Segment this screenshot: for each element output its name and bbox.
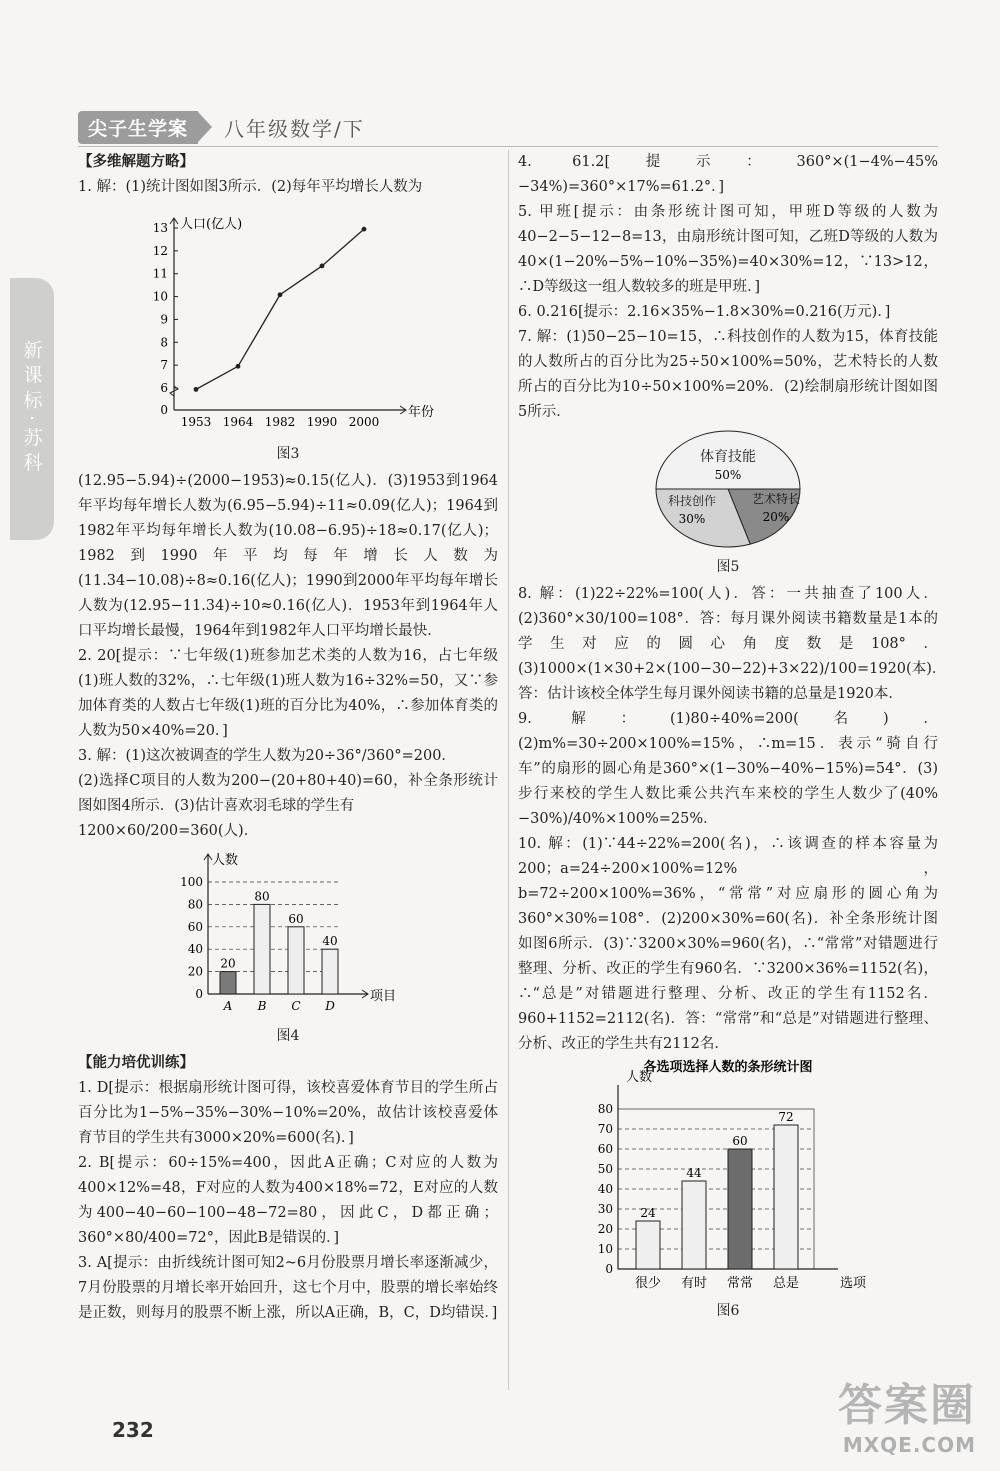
x-tick-label: 总是 <box>772 1276 800 1291</box>
y-tick-label: 60 <box>597 1142 613 1156</box>
figure-4-bar-chart <box>168 844 408 1022</box>
page-header <box>78 112 365 142</box>
y-tick-label: 0 <box>195 987 203 1001</box>
bar-value-label: 80 <box>254 889 270 904</box>
y-tick-label: 70 <box>597 1122 613 1136</box>
bar-value-label: 40 <box>322 934 338 949</box>
y-tick-label: 11 <box>152 266 168 281</box>
bar <box>774 1125 798 1269</box>
figure-3-line-chart <box>138 200 438 440</box>
bar <box>254 904 270 994</box>
x-tick-label: 很少 <box>634 1276 662 1291</box>
y-tick-label: 80 <box>597 1102 613 1116</box>
bar-value-label: 20 <box>220 956 236 971</box>
x-tick-label: 2000 <box>348 415 380 429</box>
x-tick-label: 有时 <box>680 1276 708 1291</box>
y-tick-label: 9 <box>160 312 168 327</box>
y-axis-label: 人口(亿人) <box>180 217 243 232</box>
pie-slice-label: 科技创作 <box>667 494 717 508</box>
y-axis-label: 人数 <box>626 1070 653 1085</box>
figure-5-pie-chart <box>648 425 808 553</box>
figure-3-caption: 图3 <box>276 446 300 462</box>
y-tick-label: 40 <box>597 1182 613 1196</box>
figure-6-caption: 图6 <box>716 1303 740 1319</box>
bar <box>220 972 236 994</box>
book-subtitle: 八年级数学/下 <box>224 116 365 141</box>
bar <box>288 927 304 994</box>
x-axis-label: 选项 <box>840 1276 867 1291</box>
side-tab <box>10 278 54 540</box>
y-tick-label: 30 <box>597 1202 613 1216</box>
x-tick-label: 1964 <box>222 415 254 429</box>
x-tick-label: 1982 <box>264 415 296 429</box>
watermark-url: MXQE.COM <box>842 1433 976 1457</box>
series-line <box>196 229 364 389</box>
section-title-strategy: 【多维解题方略】 <box>78 154 194 170</box>
section-title-training: 【能力培优训练】 <box>78 1055 194 1071</box>
bar-value-label: 24 <box>640 1206 656 1220</box>
y-tick-label: 7 <box>160 358 168 373</box>
x-tick-label: B <box>257 999 267 1013</box>
answer-9: 9. 解：(1)80÷40%=200(名)．(2)m%=30÷200×100%=15%，∴m=15．表示“骑自行车”的扇形的圆心角是360°×(1−30%−40%−15%)=54°．(3)步行来校的学生人数比乘公共汽车来校的学生人数少了(40%−30%)/40%×100%=25%． <box>518 711 938 827</box>
answer-2: 2. 20[提示：∵七年级(1)班参加艺术类的人数为16，占七年级(1)班人数的32%，∴七年级(1)班人数为16÷32%=50，又∵参加体育类的人数占七年级(1)班的百分比为40%，∴参加体育类的人数为50×40%=20．] <box>78 648 498 739</box>
data-point <box>362 227 367 232</box>
answer-10: 10. 解：(1)∵44÷22%=200(名)，∴该调查的样本容量为200；a=24÷200×100%=12%，b=72÷200×100%=36%，“常常”对应扇形的圆心角为360°×30%=108°．(2)200×30%=60(名)．补全条形统计图如图6所示．(3)∵3200×30%=960(名)，∴“常常”对错题进行整理、分析、改正的学生有960名．∵3200×36%=1152(名)，∴“总是”对错题进行整理、分析、改正的学生有1152名．960+1152=2112(名)．答：“常常”和“总是”对错题进行整理、分析、改正的学生共有2112名． <box>518 836 938 1052</box>
bar-value-label: 60 <box>288 911 304 926</box>
figure-4-caption: 图4 <box>276 1028 300 1044</box>
x-tick-label: 1990 <box>306 415 338 429</box>
y-tick-label: 13 <box>152 221 168 235</box>
y-tick-label: 0 <box>160 403 168 417</box>
pie-slice-percent: 20% <box>762 510 790 524</box>
x-tick-label: 1953 <box>180 415 212 429</box>
x-axis-label: 项目 <box>370 989 397 1004</box>
brand-tail <box>198 112 212 142</box>
data-point <box>320 264 325 269</box>
y-tick-label: 100 <box>180 875 203 889</box>
y-tick-label: 6 <box>160 381 168 395</box>
x-tick-label: A <box>223 999 233 1013</box>
y-axis-label: 人数 <box>212 853 239 868</box>
figure-6-bar-chart <box>578 1057 878 1297</box>
answer-5: 5. 甲班[提示：由条形统计图可知，甲班D等级的人数为40−2−5−12−8=13，由扇形统计图可知，乙班D等级的人数为40×(1−20%−5%−10%−35%)=40×30%=12，∵13>12，∴D等级这一组人数较多的班是甲班．] <box>518 204 938 295</box>
page-number: 232 <box>112 1418 154 1442</box>
x-tick-label: D <box>325 999 335 1013</box>
bar-value-label: 60 <box>732 1134 748 1148</box>
answer-1-head: 1. 解：(1)统计图如图3所示．(2)每年平均增长人数为 <box>78 179 423 195</box>
column-divider <box>508 150 509 1390</box>
y-tick-label: 20 <box>187 964 203 979</box>
answer-3-part-c: 1200×60/200=360(人)． <box>78 823 259 839</box>
brand-label: 尖子生学案 <box>78 111 198 144</box>
bar-value-label: 44 <box>686 1166 702 1180</box>
answer-6: 6. 0.216[提示：2.16×35%−1.8×30%=0.216(万元)．] <box>518 304 891 320</box>
data-point <box>236 364 241 369</box>
y-tick-label: 20 <box>597 1222 613 1236</box>
bar <box>728 1149 752 1269</box>
answer-3-part-b: (2)选择C项目的人数为200−(20+80+40)=60，补全条形统计图如图4所示．(3)估计喜欢羽毛球的学生有 <box>78 773 498 814</box>
bar <box>322 949 338 994</box>
training-answer-2: 2. B[提示：60÷15%=400，因此A正确；C对应的人数为400×12%=48，F对应的人数为400×18%=72，E对应的人数为400−40−60−100−48−72=80，因此C，D都正确；360°×80/400=72°，因此B是错误的．] <box>78 1155 498 1246</box>
answer-8: 8. 解：(1)22÷22%=100(人)．答：一共抽查了100人．(2)360°×30/100=108°．答：每月课外阅读书籍数量是1本的学生对应的圆心角度数是108°．(3)1000×(1×30+2×(100−30−22)+3×22)/100=1920(本)．答：估计该校全体学生每月课外阅读书籍的总量是1920本． <box>518 586 947 702</box>
answer-4: 4. 61.2[提示：360°×(1−4%−45%−34%)=360°×17%=61.2°．] <box>518 154 938 195</box>
y-tick-label: 8 <box>160 335 168 350</box>
data-point <box>278 292 283 297</box>
left-column <box>78 150 498 1326</box>
pie-slice-percent: 50% <box>714 468 742 482</box>
training-answer-3: 3. A[提示：由折线统计图可知2~6月份股票月增长率逐渐减少，7月份股票的月增长率开始回升，这七个月中，股票的增长率始终是正数，则每月的股票不断上涨，所以A正确，B，C，D均错误．] <box>78 1255 498 1321</box>
y-tick-label: 60 <box>187 919 203 934</box>
bar <box>682 1181 706 1269</box>
right-column <box>518 150 947 1326</box>
y-tick-label: 10 <box>152 289 168 304</box>
side-tab-label: 新课标·苏科 <box>20 340 43 478</box>
pie-slice-label: 体育技能 <box>700 449 756 465</box>
answer-1-body: (12.95−5.94)÷(2000−1953)≈0.15(亿人)．(3)1953到1964年平均每年增长人数为(6.95−5.94)÷11≈0.09(亿人)；1964到1982年平均每年增长人数为(10.08−6.95)÷18≈0.17(亿人)；1982到1990年平均每年增长人数为(11.34−10.08)÷8≈0.16(亿人)；1990到2000年平均每年增长人数为(12.95−11.34)÷10≈0.16(亿人)．1953年到1964年人口平均增长最慢，1964年到1982年人口平均增长最快． <box>78 473 498 639</box>
bar-value-label: 72 <box>778 1110 794 1124</box>
x-tick-label: C <box>291 999 301 1013</box>
y-tick-label: 40 <box>187 942 203 957</box>
figure-5-caption: 图5 <box>716 559 740 575</box>
chart-title: 各选项选择人数的条形统计图 <box>643 1060 813 1075</box>
y-tick-label: 80 <box>187 897 203 912</box>
y-tick-label: 12 <box>152 243 168 258</box>
watermark-logo: 答案圈 <box>838 1380 976 1431</box>
training-answer-1: 1. D[提示：根据扇形统计图可得，该校喜爱体育节目的学生所占百分比为1−5%−35%−30%−10%=20%，故估计该校喜爱体育节目的学生共有3000×20%=600(名)．] <box>78 1080 498 1146</box>
y-tick-label: 0 <box>605 1262 613 1276</box>
x-tick-label: 常常 <box>726 1276 754 1291</box>
watermark <box>838 1369 976 1457</box>
y-tick-label: 50 <box>597 1162 613 1176</box>
bar <box>636 1221 660 1269</box>
x-axis-label: 年份 <box>408 405 435 420</box>
pie-slice-label: 艺术特长 <box>751 492 801 506</box>
pie-slice-percent: 30% <box>678 512 706 526</box>
answer-7: 7. 解：(1)50−25−10=15，∴科技创作的人数为15，体育技能的人数所占的百分比为25÷50×100%=50%，艺术特长的人数所占的百分比为10÷50×100%=20%．(2)绘制扇形统计图如图5所示． <box>518 329 938 420</box>
y-tick-label: 10 <box>597 1242 613 1256</box>
data-point <box>194 387 199 392</box>
answer-3-part-a: 3. 解：(1)这次被调查的学生人数为20÷36°/360°=200． <box>78 748 456 764</box>
header-rule <box>78 146 938 147</box>
